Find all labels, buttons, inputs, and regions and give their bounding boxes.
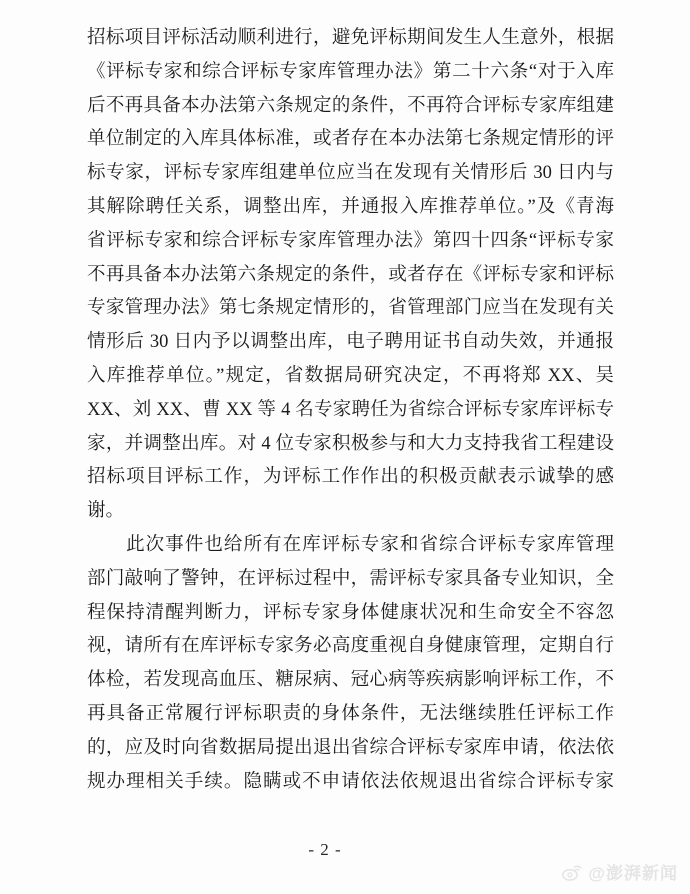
page-number: - 2 - bbox=[308, 840, 342, 859]
text-line: 程保持清醒判断力，评标专家身体健康状况和生命安全不容忽 bbox=[87, 602, 614, 623]
text-line: 省评标专家和综合评标专家库管理办法》第四十四条“评标专家 bbox=[87, 230, 614, 251]
text-line: 招标项目评标活动顺利进行，避免评标期间发生人生意外，根据 bbox=[87, 28, 614, 48]
text-line: 规办理相关手续。隐瞒或不申请依法依规退出省综合评标专家 bbox=[87, 771, 614, 792]
watermark bbox=[561, 859, 678, 884]
text-line: 后不再具备本办法第六条规定的条件，不再符合评标专家库组建 bbox=[87, 95, 614, 116]
document-text bbox=[87, 22, 614, 799]
text-line: 的，应及时向省数据局提出退出省综合评标专家库申请，依法依 bbox=[87, 737, 614, 758]
text-line: 标专家，评标专家库组建单位应当在发现有关情形后 30 日内与 bbox=[87, 163, 614, 184]
text-line: 体检，若发现高血压、糖尿病、冠心病等疾病影响评标工作，不 bbox=[87, 670, 614, 691]
text-line: 情形后 30 日内予以调整出库，电子聘用证书自动失效，并通报 bbox=[87, 332, 614, 353]
text-line: 入库推荐单位。”规定，省数据局研究决定，不再将郑 XX、吴 bbox=[87, 365, 614, 386]
text-line: 再具备正常履行评标职责的身体条件，无法继续胜任评标工作 bbox=[87, 703, 614, 724]
text-line: 其解除聘任关系，调整出库，并通报入库推荐单位。”及《青海 bbox=[87, 196, 614, 217]
text-line: 部门敲响了警钟，在评标过程中，需评标专家具备专业知识，全 bbox=[87, 568, 614, 589]
text-line: 家，并调整出库。对 4 位专家积极参与和大力支持我省工程建设 bbox=[87, 433, 614, 454]
text-line: 不再具备本办法第六条规定的条件，或者存在《评标专家和评标 bbox=[87, 264, 614, 285]
weibo-icon bbox=[561, 862, 583, 882]
text-line: 视，请所有在库评标专家务必高度重视自身健康管理，定期自行 bbox=[87, 636, 614, 657]
text-line: 专家管理办法》第七条规定情形的，省管理部门应当在发现有关 bbox=[87, 298, 614, 319]
text-line: 招标项目评标工作，为评标工作作出的积极贡献表示诚挚的感 bbox=[87, 467, 614, 488]
text-line: 谢。 bbox=[87, 501, 125, 522]
text-line: XX、刘 XX、曹 XX 等 4 名专家聘任为省综合评标专家库评标专 bbox=[87, 399, 614, 420]
watermark-text: @澎湃新闻 bbox=[588, 864, 678, 883]
text-line: 单位制定的入库具体标准，或者存在本办法第七条规定情形的评 bbox=[87, 129, 614, 150]
text-line: 此次事件也给所有在库评标专家和省综合评标专家库管理 bbox=[87, 534, 614, 555]
text-line: 《评标专家和综合评标专家库管理办法》第二十六条“对于入库 bbox=[87, 61, 614, 82]
